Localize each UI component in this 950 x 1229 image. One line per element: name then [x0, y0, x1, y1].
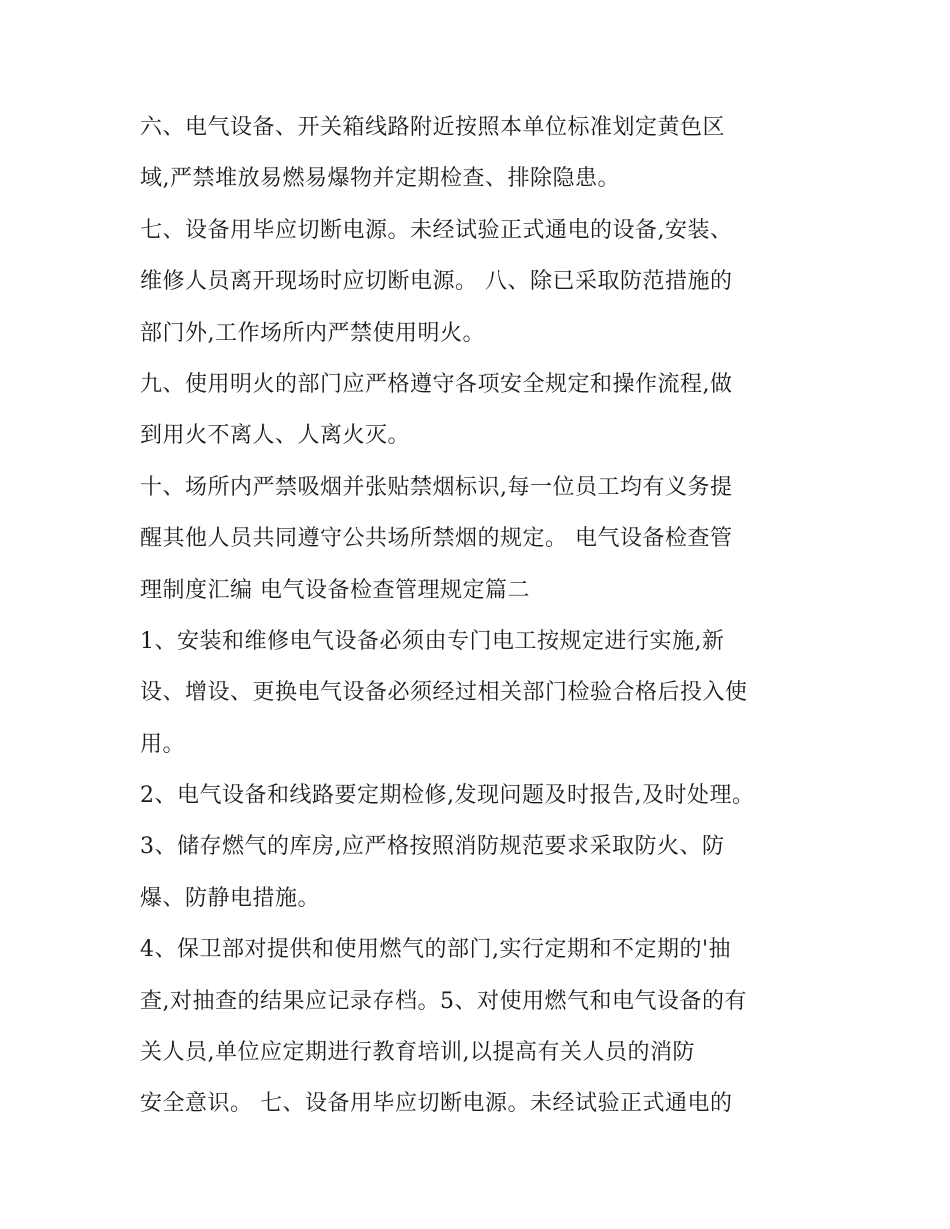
text-line: 爆、防静电措施。: [140, 885, 321, 911]
text-line: 到用火不离人、人离火灭。: [140, 423, 411, 449]
text-line: 2、电气设备和线路要定期检修,发现问题及时报告,及时处理。: [140, 783, 755, 809]
text-line: 七、设备用毕应切断电源。未经试验正式通电的设备,安装、: [140, 217, 733, 243]
text-line: 九、使用明火的部门应严格遵守各项安全规定和操作流程,做: [140, 371, 733, 397]
text-line: 安全意识。 七、设备用毕应切断电源。未经试验正式通电的: [140, 1091, 733, 1117]
text-line: 理制度汇编 电气设备检查管理规定篇二: [140, 577, 530, 603]
text-line: 用。: [140, 731, 186, 757]
document-body: [140, 108, 830, 1136]
text-line: 查,对抽查的结果应记录存档。5、对使用燃气和电气设备的有: [140, 988, 747, 1014]
text-line: 4、保卫部对提供和使用燃气的部门,实行定期和不定期的'抽: [140, 937, 732, 963]
text-line: 设、增设、更换电气设备必须经过相关部门检验合格后投入使: [140, 680, 748, 706]
text-line: 十、场所内严禁吸烟并张贴禁烟标识,每一位员工均有义务提: [140, 474, 733, 500]
text-line: 维修人员离开现场时应切断电源。 八、除已采取防范措施的: [140, 269, 733, 295]
text-line: 部门外,工作场所内严禁使用明火。: [140, 320, 485, 346]
text-line: 1、安装和维修电气设备必须由专门电工按规定进行实施,新: [140, 628, 725, 654]
text-line: 3、储存燃气的库房,应严格按照消防规范要求采取防火、防: [140, 834, 725, 860]
text-line: 关人员,单位应定期进行教育培训,以提高有关人员的消防: [140, 1040, 695, 1066]
text-line: 域,严禁堆放易燃易爆物并定期检查、排除隐患。: [140, 166, 620, 192]
text-line: 醒其他人员共同遵守公共场所禁烟的规定。 电气设备检查管: [140, 526, 733, 552]
text-line: 六、电气设备、开关箱线路附近按照本单位标准划定黄色区: [140, 115, 726, 140]
